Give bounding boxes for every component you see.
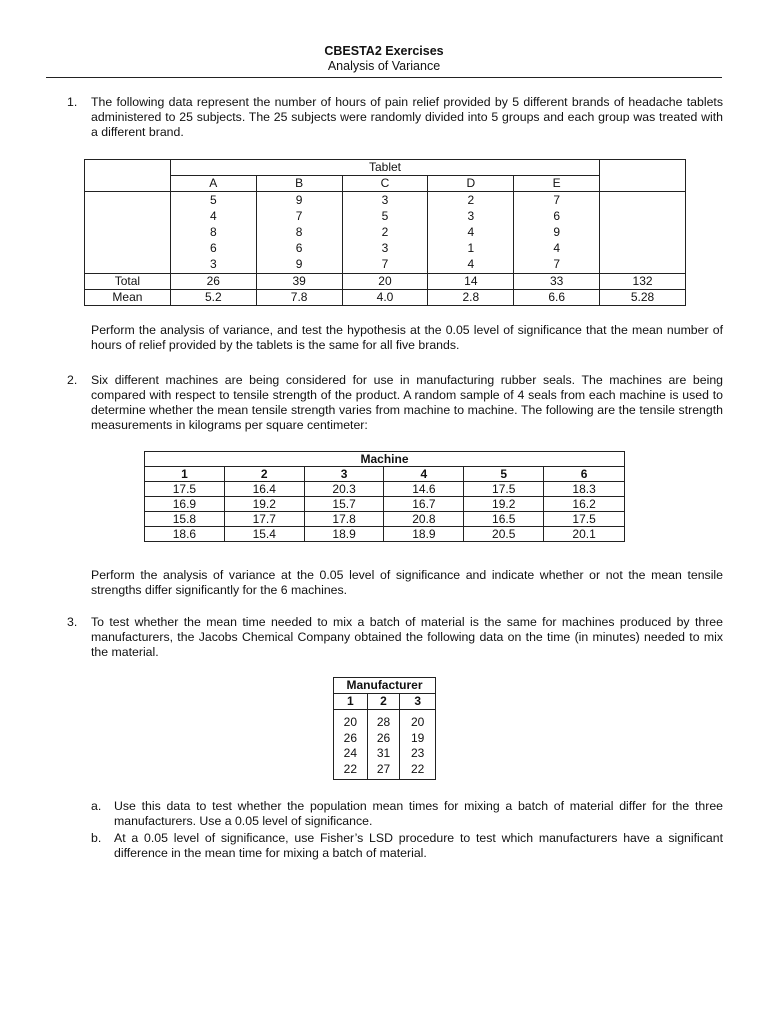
table-row (145, 482, 625, 497)
q1-data-cell: 7 (553, 257, 561, 271)
q1-empty-summary-cell (600, 192, 686, 274)
q2-cell: 18.6 (145, 527, 225, 542)
q1-data-cell: 4 (467, 225, 475, 239)
q3-group-header: Manufacturer (334, 678, 436, 694)
q2-text: Six different machines are being considered for use in manufacturing rubber seals. The machines are being compared with respect to tensile strength of the product. A random sample of 4 seals from each machine is used to determine whether the mean tensile strength varies from machine to machine. The following are the tensile strength measurements in kilograms per square centimeter: (91, 373, 723, 432)
q2-cell: 18.3 (544, 482, 625, 497)
q1-total-cell: 33 (514, 274, 600, 290)
q1-grand-mean: 5.28 (600, 290, 686, 306)
q2-cell: 16.5 (464, 512, 544, 527)
q1-col-header: E (514, 176, 600, 192)
q3-data-column-3 (400, 710, 436, 780)
q1-data-column-c (342, 192, 428, 274)
q3-data-cell: 24 (343, 746, 357, 760)
q1-grand-total: 132 (600, 274, 686, 290)
q1-data-cell: 6 (209, 241, 217, 255)
q2-cell: 20.3 (304, 482, 384, 497)
q1-total-cell: 14 (428, 274, 514, 290)
q1-data-column-a (170, 192, 256, 274)
q1-data-column-b (256, 192, 342, 274)
q3-col-header: 2 (367, 694, 400, 710)
q2-cell: 17.7 (224, 512, 304, 527)
q3-number: 3. (67, 615, 78, 629)
q1-col-header: B (256, 176, 342, 192)
q1-data-cell: 3 (467, 209, 475, 223)
q2-group-header: Machine (145, 452, 625, 467)
q1-col-header: C (342, 176, 428, 192)
q2-followup: Perform the analysis of variance at the 0.05 level of significance and indicate whether or not the mean tensile strengths differ significantly for the 6 machines. (91, 568, 723, 597)
q1-data-cell: 5 (209, 193, 217, 207)
q2-cell: 17.8 (304, 512, 384, 527)
q2-cell: 17.5 (464, 482, 544, 497)
q1-mean-label: Mean (85, 290, 171, 306)
q3-data-cell: 27 (376, 761, 391, 776)
q1-empty-label-cell (85, 192, 171, 274)
q1-data-cell: 9 (295, 257, 303, 271)
table-row (145, 512, 625, 527)
q1-data-cell: 3 (381, 241, 389, 255)
q1-corner-cell (85, 160, 171, 192)
q3-part-a-label: a. (91, 799, 102, 813)
q3-data-cell: 19 (410, 730, 425, 745)
q1-total-cell: 20 (342, 274, 428, 290)
q1-data-cell: 8 (209, 225, 217, 239)
q3-data-cell: 26 (343, 730, 357, 745)
q2-cell: 16.9 (145, 497, 225, 512)
q3-data-cell: 26 (376, 730, 391, 745)
q3-text: To test whether the mean time needed to mix a batch of material is the same for machines produced by three manufacturers, the Jacobs Chemical Company obtained the following data on the time (in minutes) needed to mix the material. (91, 615, 723, 659)
q1-data-cell: 4 (467, 257, 475, 271)
q3-data-cell: 23 (410, 746, 425, 760)
document-title: CBESTA2 Exercises (324, 44, 444, 58)
q1-data-cell: 3 (209, 257, 217, 271)
document-header (46, 44, 722, 74)
q1-data-cell: 9 (553, 225, 561, 239)
q1-corner-cell-right (600, 160, 686, 192)
q1-mean-cell: 5.2 (170, 290, 256, 306)
q1-mean-cell: 6.6 (514, 290, 600, 306)
q3-part-a-text: Use this data to test whether the population mean times for mixing a batch of material differ for the three manufacturers. Use a 0.05 level of significance. (114, 799, 723, 828)
q1-data-cell: 8 (295, 225, 303, 239)
q1-followup: Perform the analysis of variance, and test the hypothesis at the 0.05 level of significance that the mean number of hours of relief provided by the tablets is the same for all five brands. (91, 323, 723, 352)
q1-data-cell: 4 (553, 241, 561, 255)
q1-data-cell: 9 (295, 193, 303, 207)
q1-mean-cell: 4.0 (342, 290, 428, 306)
q3-data-cell: 20 (410, 715, 425, 729)
header-rule (46, 77, 722, 78)
q3-part-b-text: At a 0.05 level of significance, use Fisher’s LSD procedure to test which manufacturers have a significant difference in the mean time for mixing a batch of material. (114, 831, 723, 860)
q2-table (144, 451, 625, 542)
q1-data-cell: 4 (209, 209, 217, 223)
q2-cell: 14.6 (384, 482, 464, 497)
q3-part-b-label: b. (91, 831, 102, 845)
q3-data-cell: 20 (343, 715, 357, 729)
q1-number: 1. (67, 95, 78, 109)
q1-total-label: Total (85, 274, 171, 290)
document-subtitle: Analysis of Variance (327, 59, 441, 73)
q2-cell: 16.7 (384, 497, 464, 512)
table-row (145, 527, 625, 542)
q3-data-column-2 (367, 710, 400, 780)
q2-col-header: 4 (384, 467, 464, 482)
q2-cell: 15.4 (224, 527, 304, 542)
q1-data-cell: 1 (467, 241, 475, 255)
q1-data-cell: 7 (553, 193, 561, 207)
q3-data-column-1 (334, 710, 368, 780)
q1-data-cell: 7 (295, 209, 303, 223)
q3-table (333, 677, 436, 780)
q3-col-header: 3 (400, 694, 436, 710)
q2-col-header: 2 (224, 467, 304, 482)
q2-col-header: 1 (145, 467, 225, 482)
q2-cell: 16.2 (544, 497, 625, 512)
q1-data-column-d (428, 192, 514, 274)
q2-number: 2. (67, 373, 78, 387)
q1-table (84, 159, 686, 306)
q2-cell: 20.1 (544, 527, 625, 542)
q1-data-cell: 7 (381, 257, 389, 271)
q1-data-cell: 5 (381, 209, 389, 223)
q2-cell: 16.4 (224, 482, 304, 497)
table-row (145, 497, 625, 512)
q2-cell: 18.9 (384, 527, 464, 542)
q2-cell: 20.8 (384, 512, 464, 527)
q2-col-header: 3 (304, 467, 384, 482)
q2-col-header: 6 (544, 467, 625, 482)
q1-text: The following data represent the number of hours of pain relief provided by 5 different brands of headache tablets administered to 25 subjects. The 25 subjects were randomly divided into 5 groups and each group was treated with a different brand. (91, 95, 723, 139)
q1-total-cell: 39 (256, 274, 342, 290)
q1-mean-cell: 2.8 (428, 290, 514, 306)
q3-data-cell: 22 (410, 761, 425, 776)
q2-cell: 15.8 (145, 512, 225, 527)
q3-col-header: 1 (334, 694, 368, 710)
q2-col-header: 5 (464, 467, 544, 482)
q2-cell: 19.2 (224, 497, 304, 512)
q2-cell: 18.9 (304, 527, 384, 542)
q2-cell: 19.2 (464, 497, 544, 512)
q3-data-cell: 22 (343, 761, 357, 776)
q1-data-cell: 6 (553, 209, 561, 223)
q1-col-header: A (170, 176, 256, 192)
q1-data-cell: 3 (381, 193, 389, 207)
q2-cell: 17.5 (544, 512, 625, 527)
q2-cell: 20.5 (464, 527, 544, 542)
q1-data-cell: 2 (381, 225, 389, 239)
q3-data-cell: 31 (376, 746, 391, 760)
q1-data-cell: 2 (467, 193, 475, 207)
q1-data-cell: 6 (295, 241, 303, 255)
q1-data-column-e (514, 192, 600, 274)
q1-group-header: Tablet (170, 160, 599, 176)
q1-col-header: D (428, 176, 514, 192)
q2-cell: 17.5 (145, 482, 225, 497)
q3-data-cell: 28 (376, 715, 391, 729)
q1-mean-cell: 7.8 (256, 290, 342, 306)
q2-cell: 15.7 (304, 497, 384, 512)
q1-total-cell: 26 (170, 274, 256, 290)
